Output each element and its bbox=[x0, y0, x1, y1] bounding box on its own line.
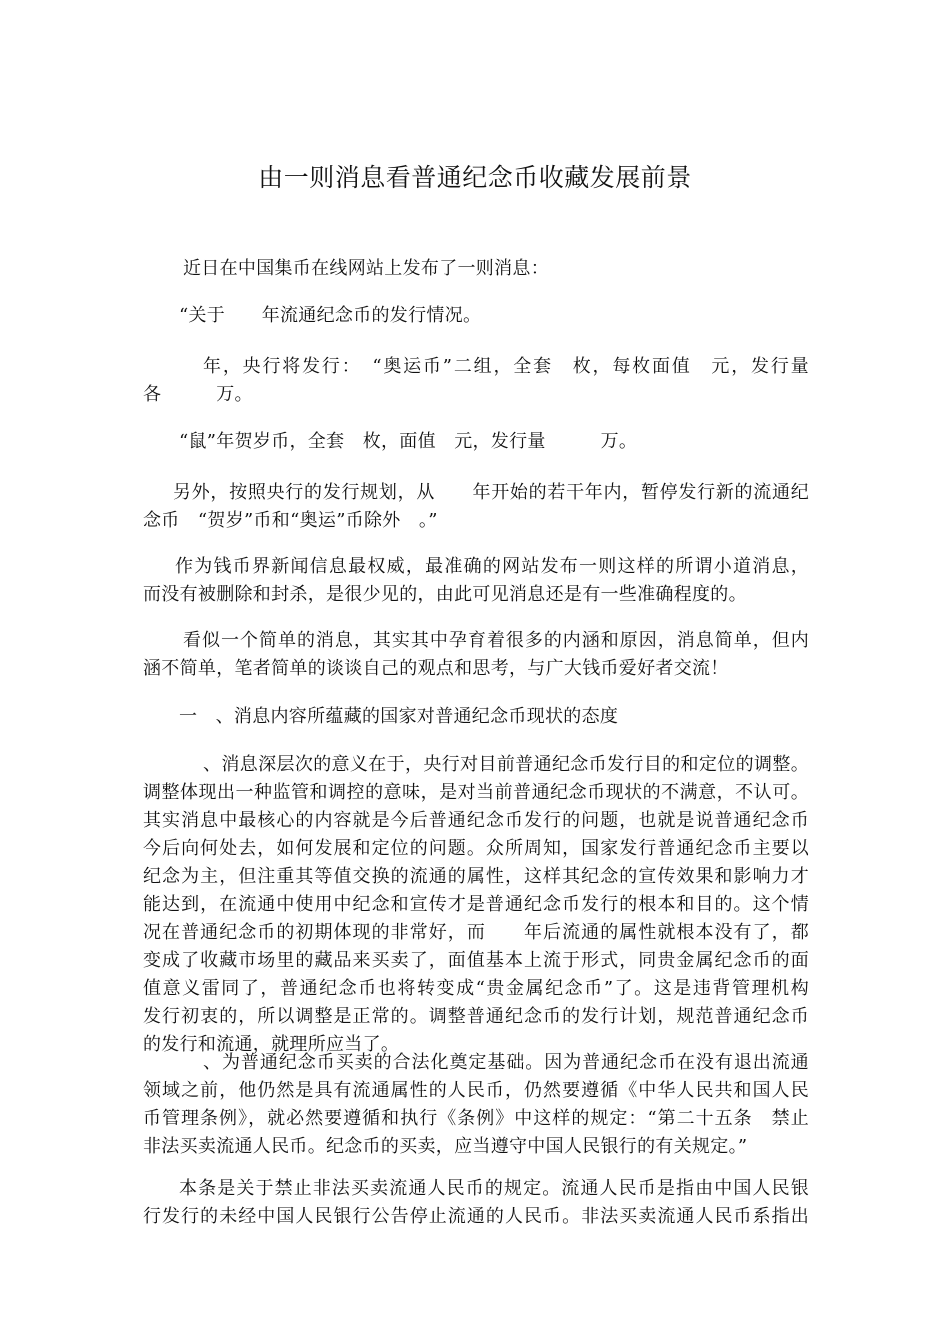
text-line: 一 、消息内容所蕴藏的国家对普通纪念币现状的态度 bbox=[179, 706, 619, 727]
paragraph-point-1 bbox=[143, 751, 809, 1059]
text-line: 作为钱币界新闻信息最权威，最准确的网站发布一则这样的所谓小道消息， bbox=[175, 556, 809, 577]
text-line: 念币 “贺岁”币和“奥运”币除外 。” bbox=[143, 510, 438, 531]
document-title: 由一则消息看普通纪念币收藏发展前景 bbox=[258, 163, 692, 192]
text-line: “关于 年流通纪念币的发行情况。 bbox=[179, 305, 482, 326]
text-line: 其实消息中最核心的内容就是今后普通纪念币发行的问题，也就是说普通纪念币 bbox=[143, 810, 809, 831]
paragraph-intro bbox=[143, 255, 809, 283]
text-line: 年，央行将发行： “奥运币”二组，全套 枚，每枚面值 元，发行量 bbox=[203, 356, 809, 377]
text-line: 各 万。 bbox=[143, 384, 253, 405]
text-line: 发行初衷的，所以调整是正常的。调整普通纪念币的发行计划，规范普通纪念币 bbox=[143, 1006, 809, 1027]
paragraph-authority bbox=[143, 553, 809, 609]
text-line: 、为普通纪念币买卖的合法化奠定基础。因为普通纪念币在没有退出流通 bbox=[203, 1052, 809, 1073]
text-line: 的发行和流通，就理所应当了。 bbox=[143, 1034, 400, 1055]
paragraph-analysis bbox=[143, 627, 809, 683]
text-line: 近日在中国集币在线网站上发布了一则消息： bbox=[183, 258, 549, 279]
text-line: 而没有被删除和封杀，是很少见的，由此可见消息还是有一些准确程度的。 bbox=[143, 584, 747, 605]
paragraph-quote-start bbox=[143, 302, 809, 330]
text-line: 另外，按照央行的发行规划，从 年开始的若干年内，暂停发行新的流通纪 bbox=[173, 482, 809, 503]
section-heading-1 bbox=[143, 703, 809, 731]
text-line: 值意义雷同了，普通纪念币也将转变成“贵金属纪念币”了。这是违背管理机构 bbox=[143, 978, 809, 999]
text-line: 非法买卖流通人民币。纪念币的买卖，应当遵守中国人民银行的有关规定。” bbox=[143, 1136, 748, 1157]
text-line: 变成了收藏市场里的藏品来买卖了，面值基本上流于形式，同贵金属纪念币的面 bbox=[143, 950, 809, 971]
paragraph-rat-coin bbox=[143, 428, 809, 456]
text-line: 本条是关于禁止非法买卖流通人民币的规定。流通人民币是指由中国人民银 bbox=[179, 1178, 809, 1199]
paragraph-olympic-coins bbox=[143, 353, 809, 409]
text-line: 币管理条例》，就必然要遵循和执行《条例》中这样的规定：“第二十五条 禁止 bbox=[143, 1108, 809, 1129]
text-line: 能达到，在流通中使用中纪念和宣传才是普通纪念币发行的根本和目的。这个情 bbox=[143, 894, 809, 915]
text-line: “鼠”年贺岁币，全套 枚，面值 元，发行量 万。 bbox=[179, 431, 638, 452]
text-line: 涵不简单，笔者简单的谈谈自己的观点和思考，与广大钱币爱好者交流！ bbox=[143, 658, 729, 679]
text-line: 调整体现出一种监管和调控的意味，是对当前普通纪念币现状的不满意，不认可。 bbox=[143, 782, 809, 803]
text-line: 领域之前，他仍然是具有流通属性的人民币，仍然要遵循《中华人民共和国人民 bbox=[143, 1080, 809, 1101]
text-line: 行发行的未经中国人民银行公告停止流通的人民币。非法买卖流通人民币系指出 bbox=[143, 1206, 809, 1227]
text-line: 看似一个简单的消息，其实其中孕育着很多的内涵和原因，消息简单，但内 bbox=[183, 630, 809, 651]
text-line: 纪念为主，但注重其等值交换的流通的属性，这样其纪念的宣传效果和影响力才 bbox=[143, 866, 809, 887]
paragraph-plan bbox=[143, 479, 809, 535]
paragraph-article-25 bbox=[143, 1175, 809, 1231]
text-line: 、消息深层次的意义在于，央行对目前普通纪念币发行目的和定位的调整。 bbox=[203, 754, 809, 775]
paragraph-point-2 bbox=[143, 1049, 809, 1161]
text-line: 况在普通纪念币的初期体现的非常好，而 年后流通的属性就根本没有了，都 bbox=[143, 922, 809, 943]
text-line: 今后向何处去，如何发展和定位的问题。众所周知，国家发行普通纪念币主要以 bbox=[143, 838, 809, 859]
